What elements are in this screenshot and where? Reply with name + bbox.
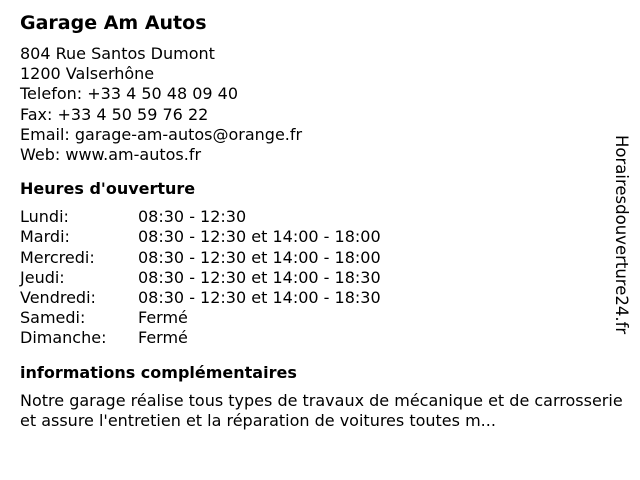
- additional-info-text: Notre garage réalise tous types de travaux de mécanique et de carrosserie et assure l'entretien et la réparation de voitures toutes m...: [20, 390, 623, 431]
- email-line: Email: garage-am-autos@orange.fr: [20, 124, 303, 144]
- hours-row-wednesday: [20, 248, 630, 268]
- hours-row-monday: [20, 207, 630, 227]
- business-card: [20, 10, 630, 432]
- time-value: 08:30 - 12:30 et 14:00 - 18:30: [138, 267, 381, 287]
- site-watermark: Horairesdouverture24.fr: [612, 135, 631, 335]
- web-line: Web: www.am-autos.fr: [20, 145, 202, 165]
- hours-row-tuesday: [20, 227, 630, 247]
- time-value: 08:30 - 12:30 et 14:00 - 18:00: [138, 247, 381, 267]
- hours-row-saturday: [20, 308, 630, 328]
- phone-line: Telefon: +33 4 50 48 09 40: [20, 84, 239, 104]
- day-label: Dimanche:: [20, 328, 107, 348]
- hours-row-thursday: [20, 268, 630, 288]
- city-line: 1200 Valserhône: [20, 64, 155, 84]
- additional-info-heading: informations complémentaires: [20, 362, 297, 382]
- day-label: Samedi:: [20, 308, 86, 328]
- day-label: Vendredi:: [20, 288, 96, 308]
- fax-line: Fax: +33 4 50 59 76 22: [20, 104, 209, 124]
- day-label: Mardi:: [20, 227, 70, 247]
- contact-block: [20, 44, 630, 165]
- hours-row-sunday: [20, 328, 630, 348]
- day-label: Mercredi:: [20, 247, 95, 267]
- time-value: Fermé: [138, 328, 188, 348]
- time-value: 08:30 - 12:30: [138, 207, 247, 227]
- opening-hours-heading: Heures d'ouverture: [20, 179, 196, 199]
- time-value: 08:30 - 12:30 et 14:00 - 18:30: [138, 288, 381, 308]
- time-value: Fermé: [138, 308, 188, 328]
- hours-row-friday: [20, 288, 630, 308]
- time-value: 08:30 - 12:30 et 14:00 - 18:00: [138, 227, 381, 247]
- day-label: Jeudi:: [20, 267, 65, 287]
- business-name: Garage Am Autos: [20, 12, 207, 34]
- day-label: Lundi:: [20, 207, 69, 227]
- street-address: 804 Rue Santos Dumont: [20, 44, 215, 63]
- opening-hours-table: [20, 207, 630, 348]
